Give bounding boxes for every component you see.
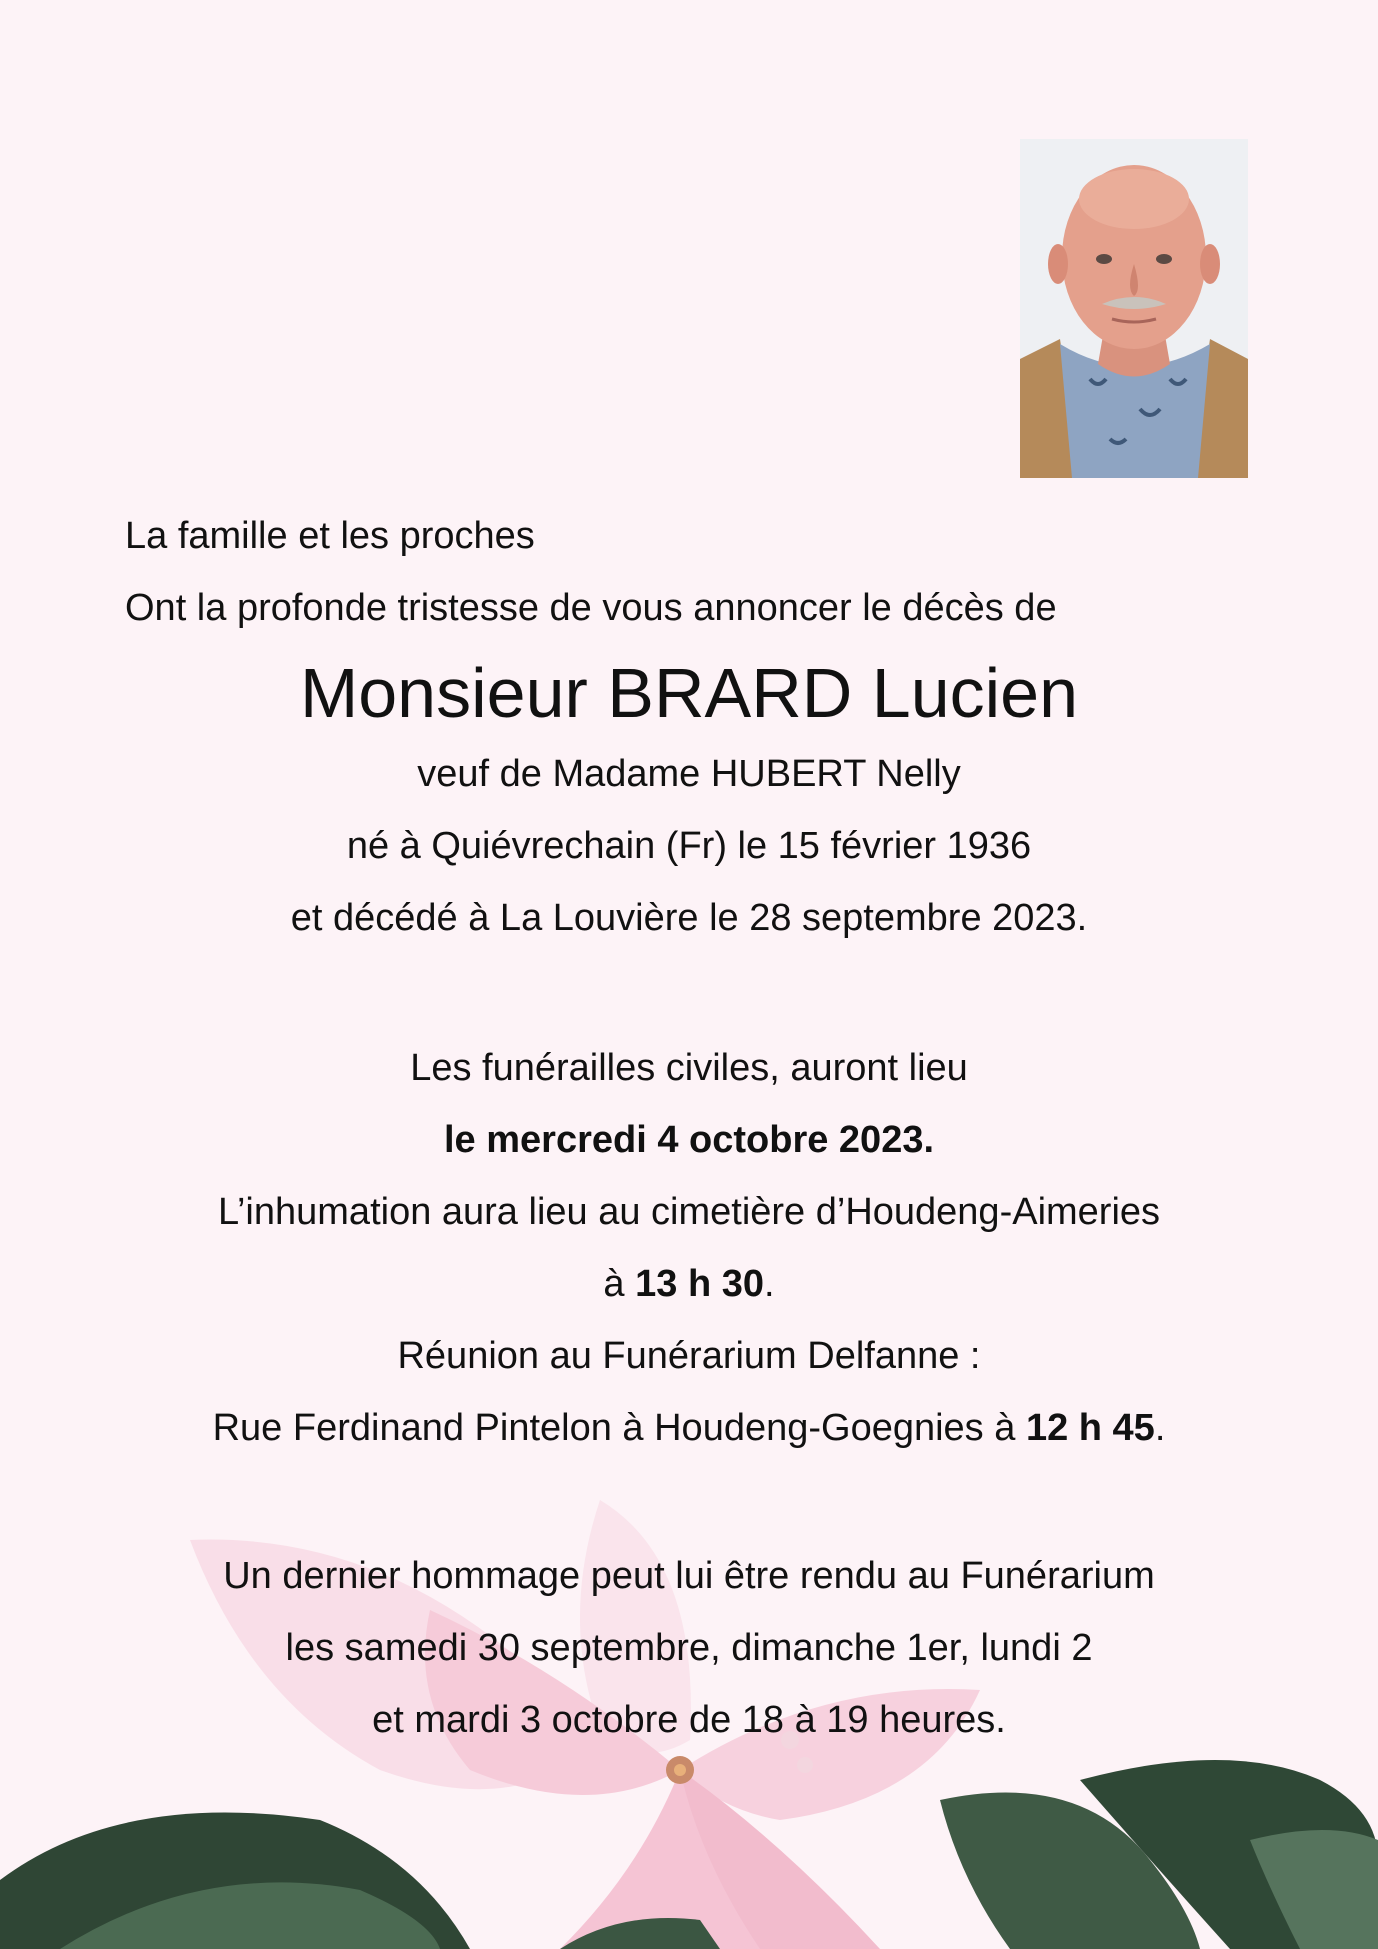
intro-text	[125, 500, 1275, 644]
burial-time-line	[0, 1248, 1378, 1320]
funeral-block	[0, 1032, 1378, 1464]
death-line: et décédé à La Louvière le 28 septembre 2023.	[290, 897, 1088, 939]
portrait-photo	[1020, 139, 1248, 478]
tribute-line-2: les samedi 30 septembre, dimanche 1er, lundi 2	[285, 1627, 1093, 1669]
address-suffix: .	[1154, 1407, 1166, 1449]
tribute-block	[0, 1540, 1378, 1756]
burial-time: 13 h 30	[635, 1263, 764, 1305]
intro-line-announcement: Ont la profonde tristesse de vous annoncer le décès de	[125, 587, 1057, 629]
deceased-block	[0, 648, 1378, 954]
portrait-image	[1020, 139, 1248, 478]
funeral-date: le mercredi 4 octobre 2023.	[443, 1119, 935, 1161]
deceased-name: Monsieur BRARD Lucien	[299, 654, 1079, 732]
meeting-line: Réunion au Funérarium Delfanne :	[397, 1335, 981, 1377]
address-text: Rue Ferdinand Pintelon à Houdeng-Goegnies à	[212, 1407, 1026, 1449]
meeting-time: 12 h 45	[1025, 1407, 1155, 1449]
burial-time-prefix: à	[603, 1263, 636, 1305]
birth-line: né à Quiévrechain (Fr) le 15 février 1936	[346, 825, 1032, 867]
intro-line-family: La famille et les proches	[125, 515, 535, 557]
tribute-line-1: Un dernier hommage peut lui être rendu au Funérarium	[223, 1555, 1155, 1597]
widow-line: veuf de Madame HUBERT Nelly	[417, 753, 961, 795]
burial-line: L’inhumation aura lieu au cimetière d’Houdeng-Aimeries	[217, 1191, 1161, 1233]
tribute-line-3: et mardi 3 octobre de 18 à 19 heures.	[372, 1699, 1006, 1741]
funeral-intro: Les funérailles civiles, auront lieu	[410, 1047, 968, 1089]
burial-time-suffix: .	[764, 1263, 775, 1305]
